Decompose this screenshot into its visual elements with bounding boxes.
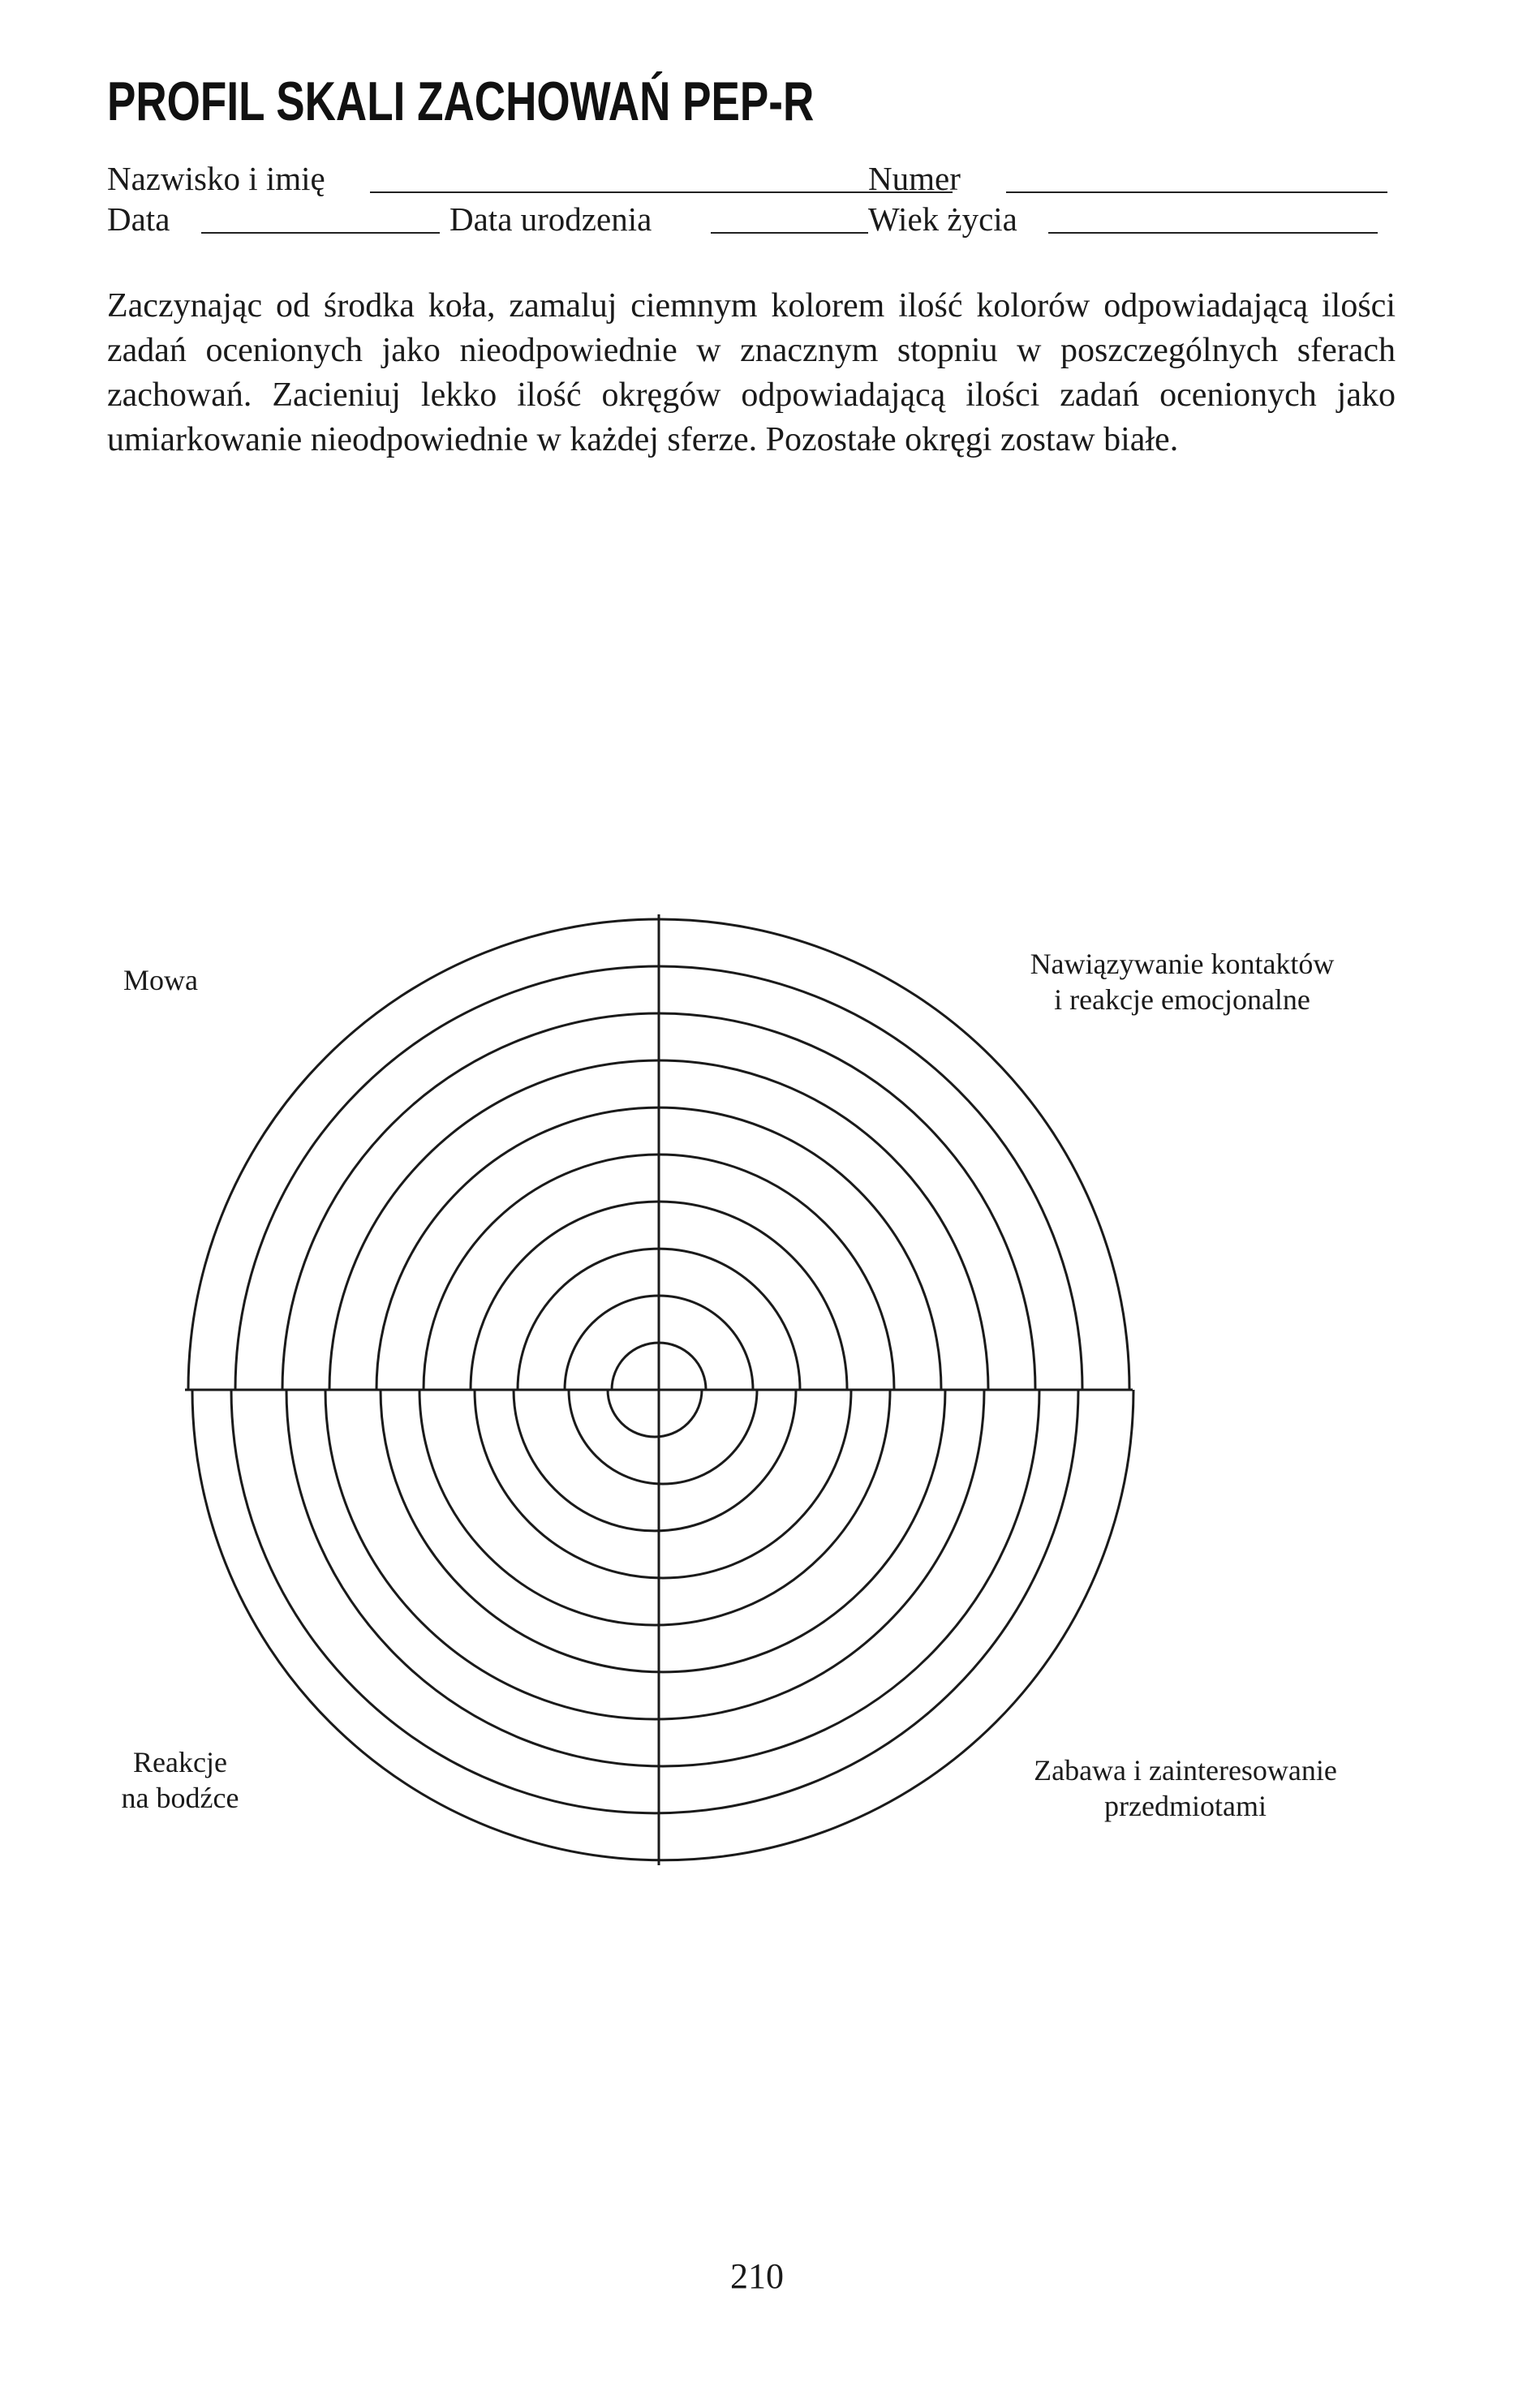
page-number: 210 <box>730 2256 784 2296</box>
quadrant-label-social <box>1008 946 1357 1017</box>
name-label: Nazwisko i imię <box>107 160 325 197</box>
date-label: Data <box>107 200 170 238</box>
quadrant-label-speech-text: Mowa <box>123 964 198 996</box>
instructions-text: Zaczynając od środka koła, zamaluj ciemnym kolorem ilość kolorów odpowiadającą ilości zadań ocenionych jako nieodpowiednie w znacznym stopniu w poszczególnych sferach zachowań. Zacieniuj lekko ilość okręgów odpowiadającą ilości zadań ocenionych jako umiarkowanie nieodpowiednie w każdej sferze. Pozostałe okręgi zostaw białe. <box>107 287 1396 458</box>
ring-lower-5 <box>419 1390 890 1625</box>
age-label: Wiek życia <box>868 200 1017 238</box>
quadrant-label-social-line2: i reakcje emocjonalne <box>1054 983 1310 1016</box>
quadrant-label-speech <box>123 962 198 998</box>
quadrant-label-play-line1: Zabawa i zainteresowanie <box>1034 1754 1337 1787</box>
quadrant-label-play-line2: przedmiotami <box>1104 1790 1267 1822</box>
number-label: Numer <box>868 160 961 197</box>
quadrant-label-social-line1: Nawiązywanie kontaktów <box>1030 948 1335 980</box>
page-title: PROFIL SKALI ZACHOWAŃ PEP-R <box>107 71 815 132</box>
quadrant-label-stimuli-line1: Reakcje <box>133 1746 227 1778</box>
quadrant-label-stimuli-line2: na bodźce <box>121 1782 239 1814</box>
ring-lower-1 <box>608 1390 702 1437</box>
quadrant-label-play <box>1011 1752 1360 1824</box>
birth-date-label: Data urodzenia <box>449 200 652 238</box>
quadrant-label-stimuli <box>107 1744 253 1816</box>
